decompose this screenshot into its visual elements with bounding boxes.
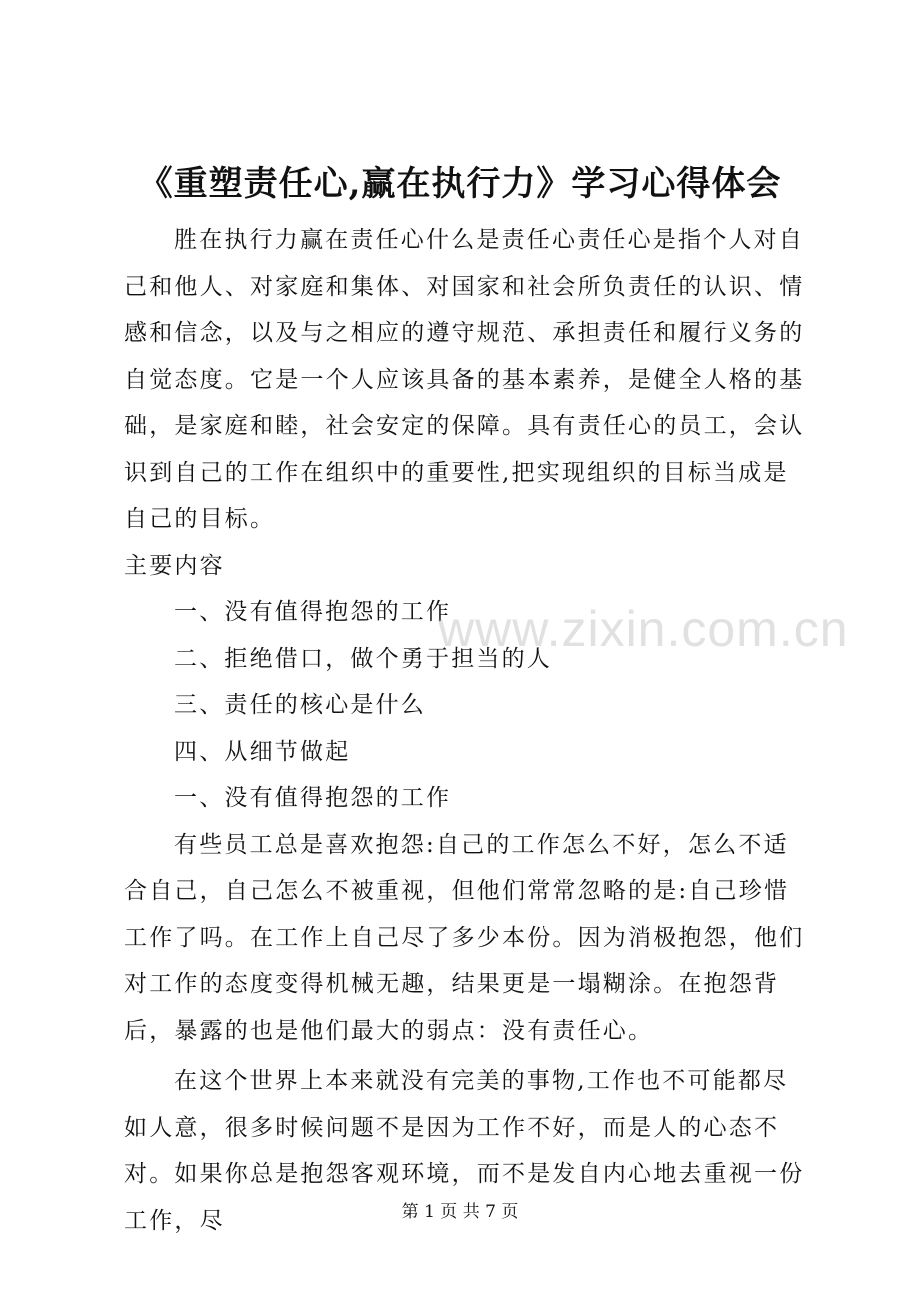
contents-item: 一、没有值得抱怨的工作 (174, 599, 452, 625)
contents-item: 二、拒绝借口，做个勇于担当的人 (174, 645, 552, 672)
document-body (124, 217, 806, 1244)
intro-paragraph: 胜在执行力赢在责任心什么是责任心责任心是指个人对自己和他人、对家庭和集体、对国家和社会所负责任的认识、情感和信念，以及与之相应的遵守规范、承担责任和履行义务的自觉态度。它是一个人应该具备的基本素养，是健全人格的基础，是家庭和睦，社会安定的保障。具有责任心的员工，会认识到自己的工作在组织中的重要性,把实现组织的目标当成是自己的目标。 (124, 227, 805, 532)
contents-item: 四、从细节做起 (174, 738, 351, 765)
section-paragraph-1: 有些员工总是喜欢抱怨:自己的工作怎么不好，怎么不适合自己，自己怎么不被重视，但他们常常忽略的是:自己珍惜工作了吗。在工作上自己尽了多少本份。因为消极抱怨，他们对工作的态度变得机械无趣，结果更是一塌糊涂。在抱怨背后，暴露的也是他们最大的弱点：没有责任心。 (124, 831, 805, 1044)
section-paragraph-2: 在这个世界上本来就没有完美的事物,工作也不可能都尽如人意，很多时候问题不是因为工作不好，而是人的心态不对。如果你总是抱怨客观环境，而不是发自内心地去重视一份工作，尽 (124, 1068, 805, 1234)
contents-item: 三、责任的核心是什么 (174, 692, 426, 718)
document-title: 《重塑责任心,赢在执行力》学习心得体会 (138, 164, 782, 204)
watermark-text: www.zixin.com.cn (438, 601, 849, 657)
contents-heading: 主要内容 (124, 552, 225, 579)
section-heading: 一、没有值得抱怨的工作 (174, 785, 452, 811)
page-footer: 第 1 页 共 7 页 (401, 1202, 519, 1222)
